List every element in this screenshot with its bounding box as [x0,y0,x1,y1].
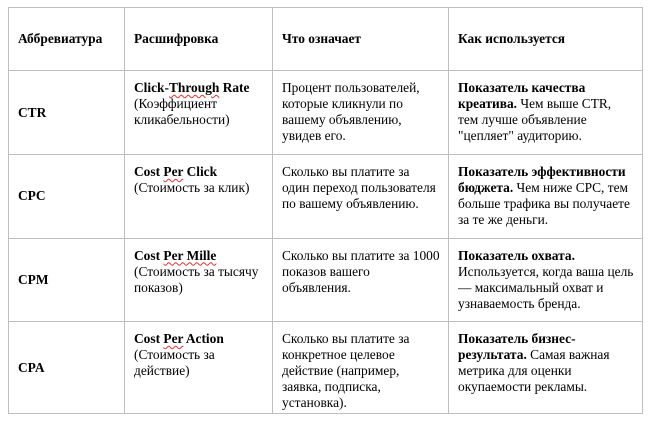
expansion-cell [125,322,273,414]
expansion-cell [125,154,273,238]
usage-bold: Показатель бизнес-результата. [458,331,576,363]
usage-bold: Показатель охвата. [458,247,575,263]
meaning-cell: Сколько вы платите за 1000 показов вашего объявления. [273,238,449,322]
meaning-cell: Сколько вы платите за один переход пользователя по вашему объявлению. [273,154,449,238]
usage-cell [449,71,643,155]
table-row [9,322,643,414]
header-meaning: Что означает [273,8,449,71]
expansion-cell [125,238,273,322]
usage-cell [449,154,643,238]
header-expansion: Расшифровка [125,8,273,71]
usage-bold: Показатель эффективности бюджета. [458,163,626,195]
table-row [9,154,643,238]
abbr-cell: CPA [9,322,125,414]
usage-text: Используется, когда ваша цель — максимальный охват и узнаваемость бренда. [458,263,634,311]
usage-text: Чем ниже CPC, тем больше трафика вы получаете за те же деньги. [458,179,630,227]
usage-cell [449,238,643,322]
header-abbreviation: Аббревиатура [9,8,125,71]
expansion-en: Cost Per Action [134,331,224,347]
table-row [9,71,643,155]
usage-bold: Показатель качества креатива. [458,80,586,112]
table-row [9,238,643,322]
abbr-cell: CPC [9,154,125,238]
table-header-row [9,8,643,71]
expansion-ru: (Стоимость за клик) [134,179,250,195]
expansion-ru: (Стоимость за действие) [134,347,215,379]
metrics-table [8,7,643,414]
expansion-en: Cost Per Mille [134,247,217,263]
meaning-cell: Сколько вы платите за конкретное целевое действие (например, заявка, подписка, установка). [273,322,449,414]
meaning-cell: Процент пользователей, которые кликнули по вашему объявлению, увидев его. [273,71,449,155]
abbr-cell: CPM [9,238,125,322]
header-usage: Как используется [449,8,643,71]
expansion-ru: (Стоимость за тысячу показов) [134,263,259,295]
usage-cell [449,322,643,414]
usage-text: Чем выше CTR, тем лучше объявление "цепляет" аудиторию. [458,96,612,144]
expansion-cell [125,71,273,155]
abbr-cell: CTR [9,71,125,155]
expansion-ru: (Коэффициент кликабельности) [134,96,230,128]
usage-text: Самая важная метрика для оценки окупаемости рекламы. [458,347,610,395]
expansion-en: Click-Through Rate [134,80,250,96]
expansion-en: Cost Per Click [134,163,218,179]
